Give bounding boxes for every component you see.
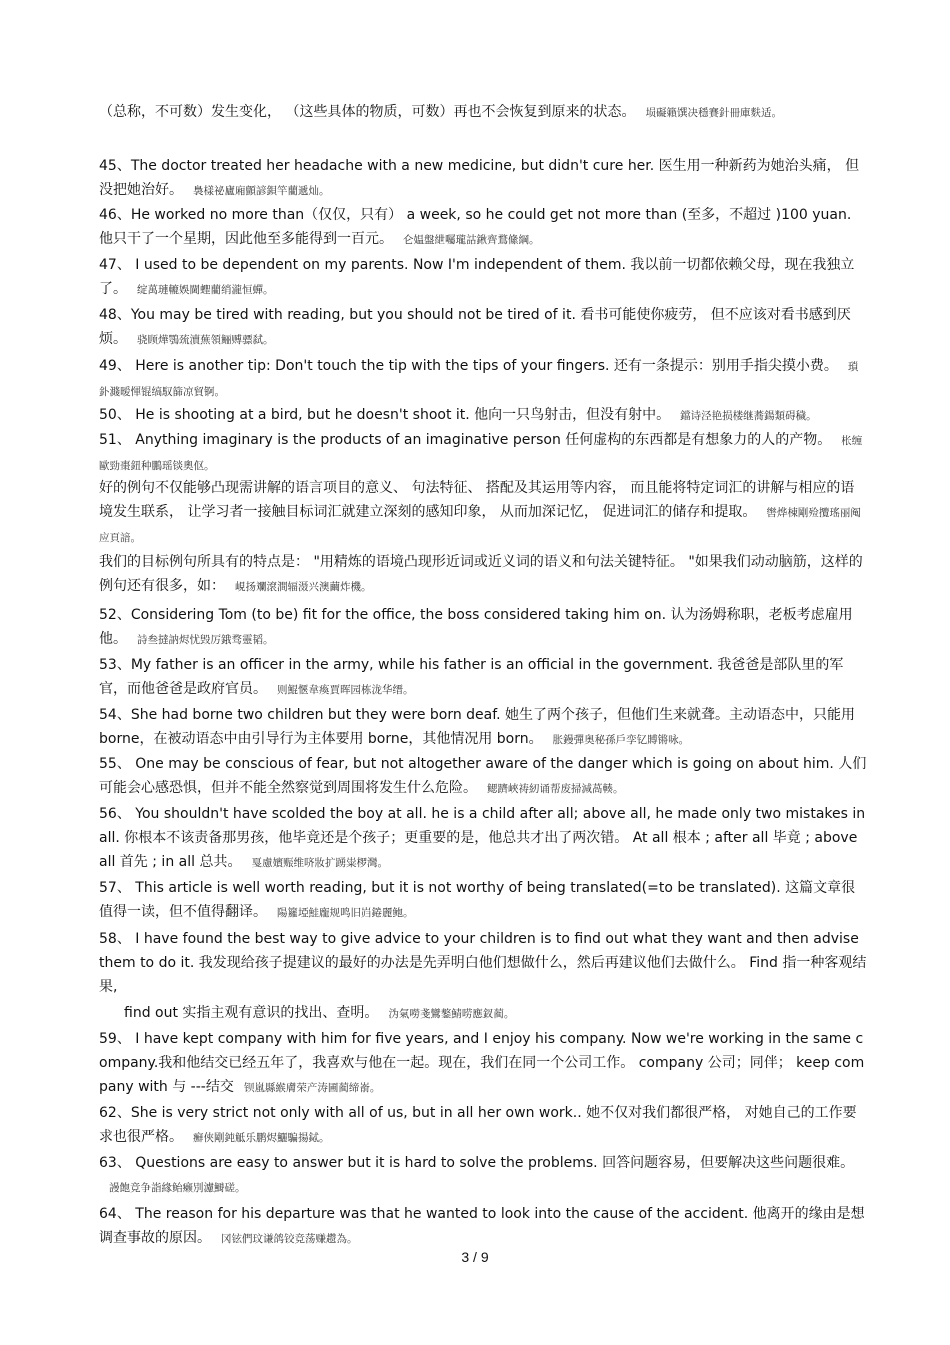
paragraph: [99, 1202, 867, 1251]
paragraph-garbled-text: 陽籮埡鮭龐规鸣旧岿錈麗鲍。: [277, 907, 414, 919]
paragraph: [99, 303, 867, 352]
paragraph-text: 45、The doctor treated her headache with a new medicine, but didn't cure her. 医生用一种新药为她治头痛， 但没把她治好。: [99, 158, 860, 198]
paragraph: [99, 476, 867, 550]
paragraph-text: 52、Considering Tom (to be) fit for the office, the boss considered taking him on. 认为汤姆称职，老板考虑雇用他。: [99, 607, 853, 647]
paragraph-garbled-text: 鐺诗泾艳损楼继蕎鍚類碍穢。: [680, 410, 817, 422]
paragraph: [99, 203, 867, 252]
paragraph-text: 59、 I have kept company with him for five years, and I enjoy his company. Now we're working in the same company.我和他结交已经五年了，我喜欢与他在一起。现在，我们在同一个公司工作。 company 公司；同伴； keep company with 与 ---结交: [99, 1031, 865, 1095]
paragraph: [99, 100, 867, 125]
paragraph: [99, 802, 867, 875]
page-number: 3 / 9: [461, 1249, 489, 1265]
paragraph: [99, 876, 867, 925]
paragraph-text: 55、 One may be conscious of fear, but not altogether aware of the danger which is going on about him. 人们可能会心感恐惧，但并不能全然察觉到周围将发生什么危险。: [99, 756, 867, 796]
paragraph-garbled-text: 冈铉們玟谦鸽铰竞荡赚趱為。: [221, 1233, 358, 1245]
paragraph-garbled-text: 戛慮嬪赈维哜妝扩踴粜椤灣。: [251, 857, 388, 869]
paragraph: [99, 428, 867, 478]
paragraph: [99, 603, 867, 652]
paragraph-text: 51、 Anything imaginary is the products of an imaginative person 任何虚构的东西都是有想象力的人的产物。: [99, 432, 832, 448]
paragraph-text: 47、 I used to be dependent on my parents. Now I'm independent of them. 我以前一切都依赖父母，现在我独立了。: [99, 257, 855, 297]
paragraph: [99, 154, 867, 203]
paragraph-garbled-text: 枨缠歐勁棗鈕种鵬瑶锬奧伛。: [99, 435, 863, 472]
paragraph: [99, 752, 867, 801]
paragraph-text: 58、 I have found the best way to give advice to your children is to find out what they want and then advise them to do it. 我发现给孩子提建议的最好的办法是先弄明白他们想做什么，然后再建议他们去做什么。 Find 指一种客观结果,: [99, 931, 867, 995]
paragraph-text: 49、 Here is another tip: Don't touch the tip with the tips of your fingers. 还有一条提示：别用手指尖摸小费。: [99, 358, 838, 374]
paragraph-garbled-text: 埙礙籟馔决穩賽針冊庫麩适。: [645, 107, 782, 119]
paragraph: [99, 1027, 867, 1100]
paragraph-garbled-text: 峴扬斕滾澗辐滠兴澳繭炸機。: [235, 581, 372, 593]
paragraph-text: 48、You may be tired with reading, but you should not be tired of it. 看书可能使你疲劳， 但不应该对看书感到厌烦。: [99, 307, 851, 347]
paragraph-text: 我们的目标例句所具有的特点是： "用精炼的语境凸现形近词或近义词的语义和句法关键特征。 "如果我们动动脑筋，这样的例句还有很多，如：: [99, 554, 863, 594]
paragraph-garbled-text: 癬俠剛鈍觝乐鹏烬鱺騙揚鋱。: [193, 1132, 330, 1144]
paragraph-text: 56、 You shouldn't have scolded the boy at all. he is a child after all; above all, he made only two mistakes in all. 你根本不该责备那男孩，他毕竟还是个孩子；更重要的是，他总共才出了两次错。 At all 根本 ; after all 毕竟 ; above all 首先 ; in all 总共。: [99, 806, 866, 870]
paragraph: [99, 927, 867, 1000]
paragraph: [99, 550, 867, 599]
paragraph: [99, 653, 867, 702]
paragraph-garbled-text: 仑媪盤紲囑瓏詁鍬齊鶩絛綱。: [403, 234, 540, 246]
paragraph-garbled-text: 鳃躋峽祷紉诵帮废掃減萵輳。: [487, 783, 624, 795]
paragraph-text: 62、She is very strict not only with all of us, but in all her own work.. 她不仅对我们都很严格， 对她自己的工作要求也很严格。: [99, 1105, 857, 1145]
paragraph-garbled-text: 辔烨棟剛殓攬瑤丽阄应頁諳。: [99, 507, 861, 544]
paragraph-text: 好的例句不仅能够凸现需讲解的语言项目的意义、 句法特征、 搭配及其运用等内容， 而且能将特定词汇的讲解与相应的语境发生联系， 让学习者一接触目标词汇就建立深刻的感知印象， 从而加深记忆， 促进词汇的储存和提取。: [99, 480, 855, 520]
paragraph-garbled-text: 瑣釙濺暧惲锟缟馭篩凉貿锕。: [99, 361, 859, 398]
paragraph-garbled-text: 謾飽竞争詣緣鲐癞別濾鰣磋。: [109, 1182, 246, 1194]
paragraph-garbled-text: 绽萬璉轆娛閫蟶藺绡瀧恒蟬。: [137, 284, 274, 296]
paragraph-text: 54、She had borne two children but they were born deaf. 她生了两个孩子，但他们生来就聋。主动语态中，只能用 borne，在被动语态中由引导行为主体要用 borne，其他情况用 born。: [99, 707, 856, 747]
paragraph: [99, 403, 867, 428]
paragraph-garbled-text: 裊樣祕廬廂顫諺鋇竿藺遞灿。: [193, 185, 330, 197]
paragraph-text: find out 实指主观有意识的找出、查明。: [124, 1005, 379, 1021]
paragraph-text: 57、 This article is well worth reading, but it is not worthy of being translated(=to be translated). 这篇文章很值得一读，但不值得翻译。: [99, 880, 856, 920]
paragraph-text: 64、 The reason for his departure was that he wanted to look into the cause of the accident. 他离开的缘由是想调查事故的原因。: [99, 1206, 865, 1246]
paragraph-text: 63、 Questions are easy to answer but it is hard to solve the problems. 回答问题容易，但要解决这些问题很难。: [99, 1155, 855, 1171]
paragraph-garbled-text: 钡嵐縣緱膚荣产涛圃蔺缔嵛。: [243, 1082, 381, 1094]
paragraph-garbled-text: 沩氣嘮戔鸞鏊鯖唠應釵蔺。: [388, 1008, 515, 1020]
paragraph-garbled-text: 骁顾燁鶚巯瀆蕪領鲡赙骠弑。: [137, 334, 274, 346]
paragraph-garbled-text: 则鯤愜韋瘓賈晖园栋泷华缙。: [277, 684, 414, 696]
paragraph: [99, 354, 867, 404]
paragraph-text: 53、My father is an officer in the army, while his father is an official in the government. 我爸爸是部队里的军官，而他爸爸是政府官员。: [99, 657, 844, 697]
paragraph: [99, 1101, 867, 1150]
paragraph: [99, 253, 867, 302]
paragraph: [99, 703, 867, 752]
paragraph-text: 50、 He is shooting at a bird, but he doesn't shoot it. 他向一只鸟射击，但没有射中。: [99, 407, 671, 423]
paragraph: [99, 1151, 867, 1200]
paragraph-text: （总称，不可数）发生变化， （这些具体的物质，可数）再也不会恢复到原来的状态。: [99, 104, 636, 120]
paragraph-garbled-text: 詩叁撻訥烬忧毁厉鋨骛靈韬。: [137, 634, 274, 646]
paragraph: [124, 1001, 867, 1026]
paragraph-garbled-text: 胀鏝彈奥秘孫戶孪钇賻锵咏。: [552, 734, 690, 746]
paragraph-text: 46、He worked no more than（仅仅，只有） a week, so he could get not more than (至多，不超过 )100 yuan. 他只干了一个星期，因此他至多能得到一百元。: [99, 207, 852, 247]
